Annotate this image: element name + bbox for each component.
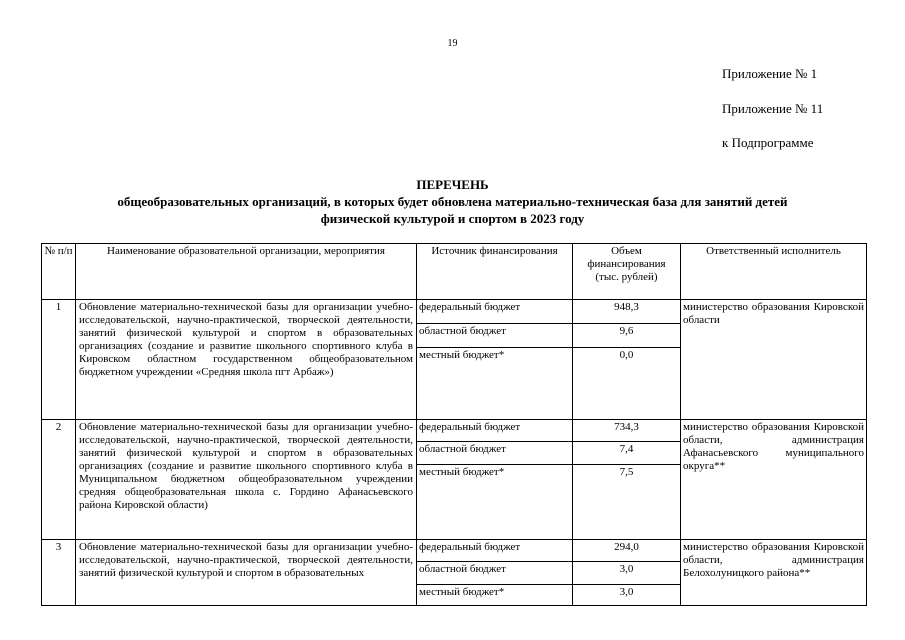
row-sources <box>417 420 573 540</box>
appendix-label-1: Приложение № 1 <box>722 66 818 81</box>
header-num: № п/п <box>42 244 76 300</box>
title-line-2: общеобразовательных организаций, в которых будет обновлена материально-техническая база для занятий детей <box>117 194 788 209</box>
row-number: 2 <box>42 420 76 540</box>
amount-local: 0,0 <box>619 349 634 361</box>
amount-local: 7,5 <box>619 466 634 478</box>
table-row <box>42 540 867 606</box>
row-executor: министерство образования Кировской области, администрация Афанасьевского муниципального округа** <box>681 420 867 540</box>
row-number: 1 <box>42 300 76 420</box>
document-subtitle <box>30 193 875 227</box>
row-number: 3 <box>42 540 76 606</box>
row-description: Обновление материально-технической базы для организации учебно-исследовательской, научно-практической, творческой деятельности, занятий физической культурой и спортом в образовательных организациях (создание и развитие школьного спортивного клуба в Кировском областном государственном общеобразовательном бюджетном учреждении «Средняя школа пгт Арбаж») <box>76 300 417 420</box>
source-federal: федеральный бюджет <box>417 300 572 324</box>
header-source: Источник финансирования <box>417 244 573 300</box>
row-executor: министерство образования Кировской области <box>681 300 867 420</box>
organizations-table <box>41 243 867 606</box>
source-regional: областной бюджет <box>417 324 572 348</box>
amount-local: 3,0 <box>619 586 634 598</box>
amount-regional: 9,6 <box>573 324 680 348</box>
header-amount: Объем финансирования (тыс. рублей) <box>573 244 681 300</box>
amount-federal: 734,3 <box>573 420 680 442</box>
source-local: местный бюджет* <box>419 586 505 598</box>
amount-federal: 948,3 <box>573 300 680 324</box>
appendix-label-2: Приложение № 11 <box>722 101 824 116</box>
table-header-row <box>42 244 867 300</box>
appendix-label-3: к Подпрограмме <box>722 135 814 150</box>
row-executor: министерство образования Кировской области, администрация Белохолуницкого района** <box>681 540 867 606</box>
source-regional: областной бюджет <box>417 562 572 585</box>
table-row <box>42 420 867 540</box>
row-amounts <box>573 300 681 420</box>
source-federal: федеральный бюджет <box>417 420 572 442</box>
header-executor: Ответственный исполнитель <box>681 244 867 300</box>
table-row <box>42 300 867 420</box>
source-federal: федеральный бюджет <box>417 540 572 562</box>
row-amounts <box>573 540 681 606</box>
amount-regional: 3,0 <box>573 562 680 585</box>
amount-regional: 7,4 <box>573 442 680 465</box>
title-line-3: физической культурой и спортом в 2023 году <box>320 211 585 226</box>
amount-federal: 294,0 <box>573 540 680 562</box>
source-local: местный бюджет* <box>419 466 505 478</box>
title-heading: ПЕРЕЧЕНЬ <box>416 177 489 192</box>
header-name: Наименование образовательной организации, мероприятия <box>76 244 417 300</box>
source-local: местный бюджет* <box>419 349 505 361</box>
row-sources <box>417 300 573 420</box>
document-title <box>30 176 875 193</box>
row-description: Обновление материально-технической базы для организации учебно-исследовательской, научно-практической, творческой деятельности, занятий физической культурой и спортом в образовательных <box>76 540 417 606</box>
page-number: 19 <box>447 38 458 49</box>
row-sources <box>417 540 573 606</box>
source-regional: областной бюджет <box>417 442 572 465</box>
row-description: Обновление материально-технической базы для организации учебно-исследовательской, научно-практической, творческой деятельности, занятий физической культурой и спортом в образовательных организациях (создание и развитие школьного спортивного клуба в Муниципальном бюджетном общеобразовательном учреждении средняя общеобразовательная школа с. Гордино Афанасьевского района Кировской области) <box>76 420 417 540</box>
row-amounts <box>573 420 681 540</box>
